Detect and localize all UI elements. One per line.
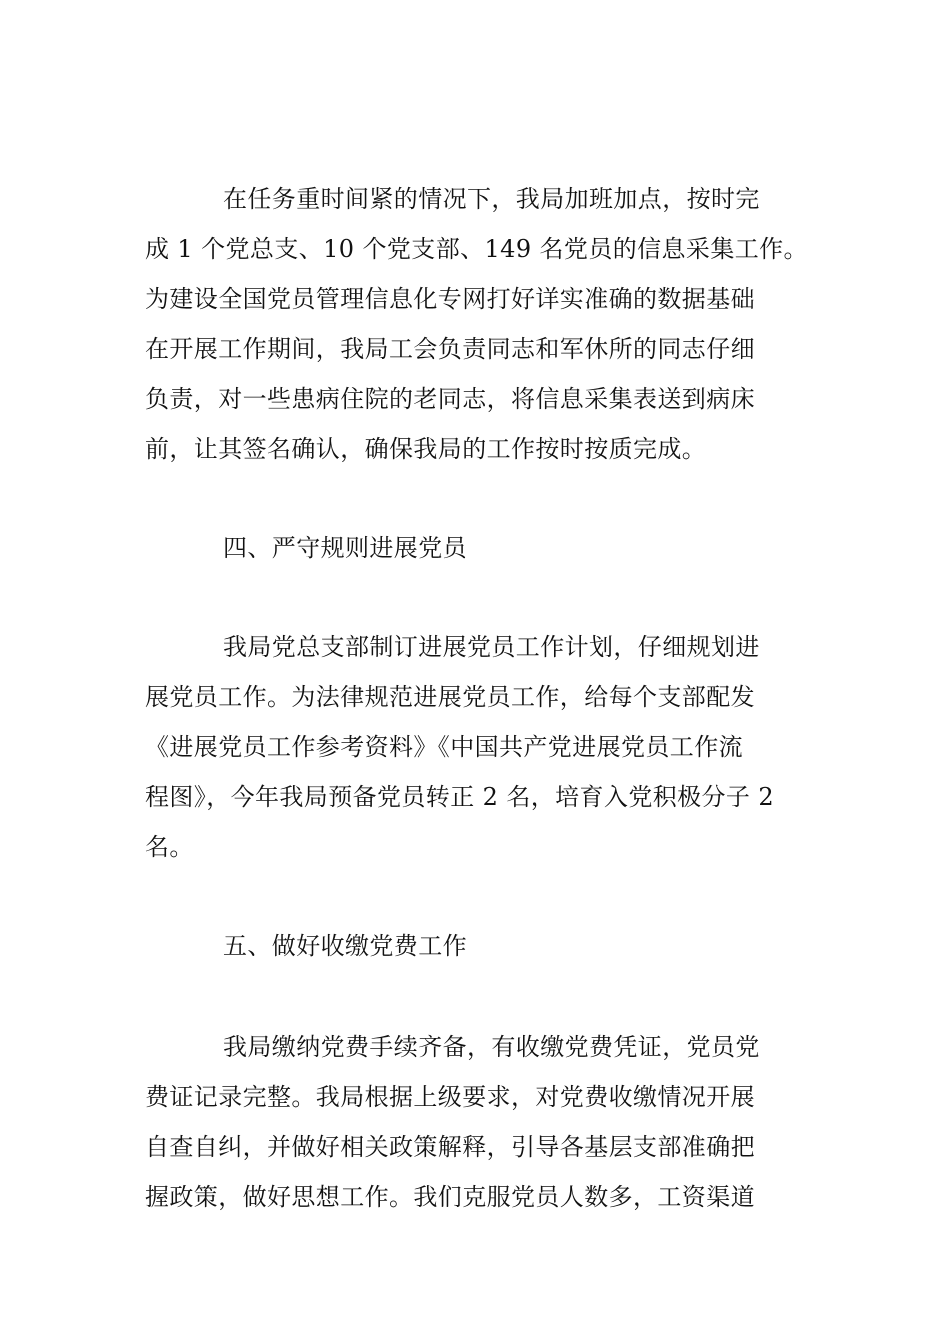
text-line: 我局缴纳党费手续齐备，有收缴党费凭证，党员党 [223, 1033, 760, 1061]
text-line: 握政策，做好思想工作。我们克服党员人数多，工资渠道 [145, 1183, 755, 1211]
text-line: 费证记录完整。我局根据上级要求，对党费收缴情况开展 [145, 1083, 755, 1111]
text-line: 在任务重时间紧的情况下，我局加班加点，按时完 [223, 185, 760, 213]
document-page [145, 0, 807, 1344]
paragraph-info-collection [145, 174, 807, 474]
text-line: 程图》，今年我局预备党员转正 2 名，培育入党积极分子 2 [145, 783, 775, 811]
section-heading-5: 五、做好收缴党费工作 [223, 932, 467, 960]
text-line: 展党员工作。为法律规范进展党员工作，给每个支部配发 [145, 683, 755, 711]
text-line: 为建设全国党员管理信息化专网打好详实准确的数据基础 [145, 285, 755, 313]
paragraph-party-development [145, 622, 807, 872]
text-line: 前，让其签名确认，确保我局的工作按时按质完成。 [145, 435, 707, 463]
section-heading-4: 四、严守规则进展党员 [223, 534, 467, 562]
text-line: 自查自纠，并做好相关政策解释，引导各基层支部准确把 [145, 1133, 755, 1161]
paragraph-party-dues [145, 1022, 807, 1222]
text-line: 名。 [145, 833, 194, 861]
text-line: 在开展工作期间，我局工会负责同志和军休所的同志仔细 [145, 335, 755, 363]
text-line: 《进展党员工作参考资料》《中国共产党进展党员工作流 [145, 733, 743, 761]
text-line: 负责，对一些患病住院的老同志，将信息采集表送到病床 [145, 385, 755, 413]
text-line: 我局党总支部制订进展党员工作计划，仔细规划进 [223, 633, 760, 661]
text-line: 成 1 个党总支、10 个党支部、149 名党员的信息采集工作。 [145, 235, 808, 263]
